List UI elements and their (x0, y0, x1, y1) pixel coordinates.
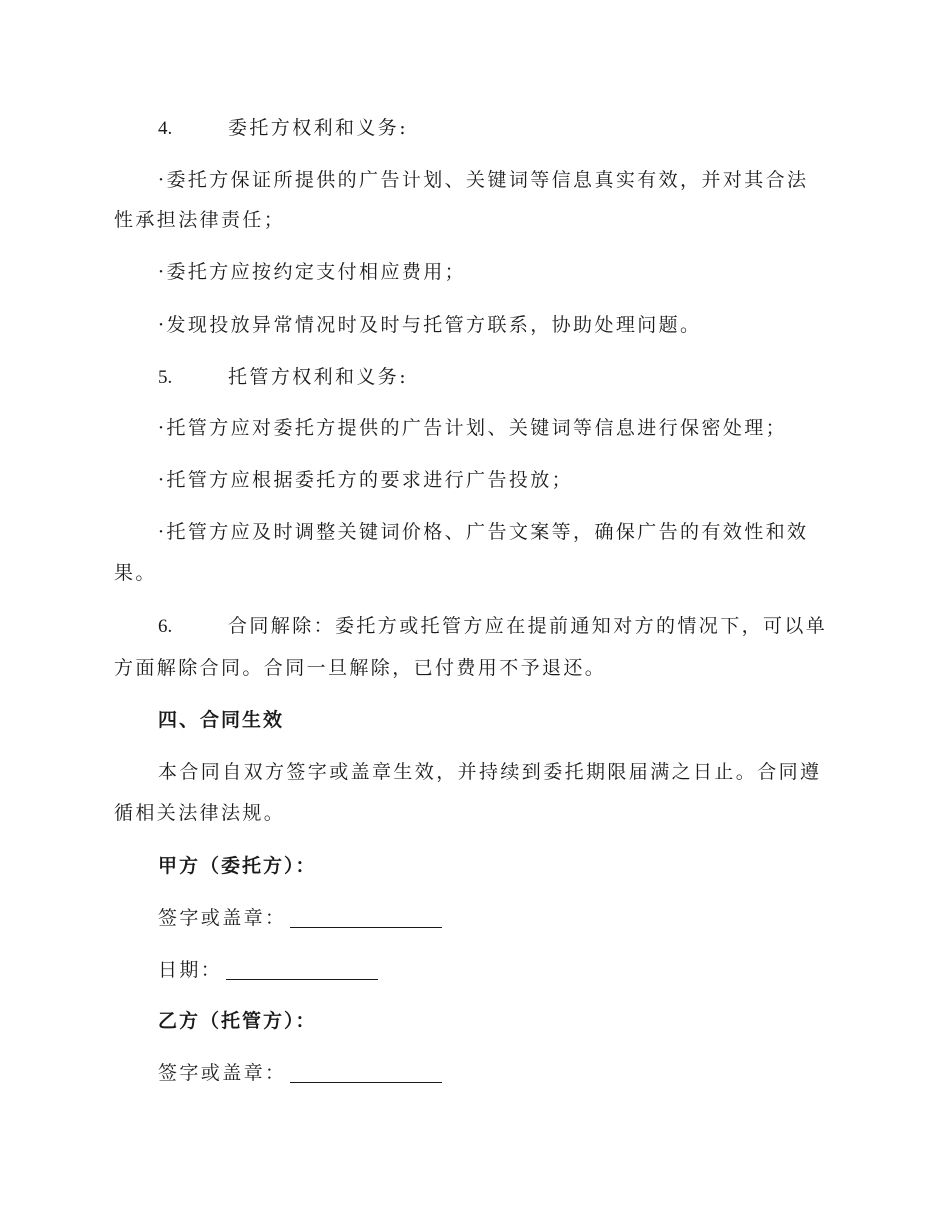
party-a-signature-label: 签字或盖章： (158, 907, 287, 929)
section-4-item-1-line-2: 性承担法律责任； (114, 209, 286, 231)
section-4-item-2: ·委托方应按约定支付相应费用； (158, 261, 467, 283)
party-b-signature-blank (290, 1062, 442, 1083)
party-a-signature-row (158, 904, 878, 932)
section-5-heading (158, 363, 878, 392)
party-b-signature-label: 签字或盖章： (158, 1062, 287, 1084)
party-b-title: 乙方（托管方）： (158, 1010, 317, 1032)
section-5-number: 5. (158, 367, 173, 388)
effect-line-1: 本合同自双方签字或盖章生效，并持续到委托期限届满之日止。合同遵 (158, 761, 822, 783)
section-5-title: 托管方权利和义务: (228, 366, 409, 388)
section-5-item-1: ·托管方应对委托方提供的广告计划、关键词等信息进行保密处理； (158, 417, 788, 439)
party-a-title: 甲方（委托方）： (158, 855, 317, 877)
section-6-number: 6. (158, 616, 173, 637)
section-4-heading (158, 114, 878, 143)
party-a-date-blank (226, 959, 378, 980)
party-a-date-label: 日期： (158, 959, 223, 981)
section-4-title: 委托方权利和义务: (228, 117, 409, 139)
section-6-text: 合同解除：委托方或托管方应在提前通知对方的情况下，可以单 (228, 615, 828, 637)
effect-heading: 四、合同生效 (158, 709, 285, 731)
party-a-date-row (158, 956, 878, 984)
effect-line-2: 循相关法律法规。 (114, 802, 286, 824)
section-5-item-2: ·托管方应根据委托方的要求进行广告投放； (158, 469, 574, 491)
section-4-item-1-line-1: ·委托方保证所提供的广告计划、关键词等信息真实有效，并对其合法 (158, 169, 809, 191)
section-4-number: 4. (158, 118, 173, 139)
section-4-item-3: ·发现投放异常情况时及时与托管方联系，协助处理问题。 (158, 314, 702, 336)
section-5-item-3-line-1: ·托管方应及时调整关键词价格、广告文案等，确保广告的有效性和效 (158, 521, 809, 543)
party-a-signature-blank (290, 907, 442, 928)
section-6-line-2: 方面解除合同。合同一旦解除，已付费用不予退还。 (114, 657, 607, 679)
party-b-signature-row (158, 1059, 878, 1087)
section-5-item-3-line-2: 果。 (114, 562, 157, 584)
section-6-line-1 (158, 612, 878, 641)
